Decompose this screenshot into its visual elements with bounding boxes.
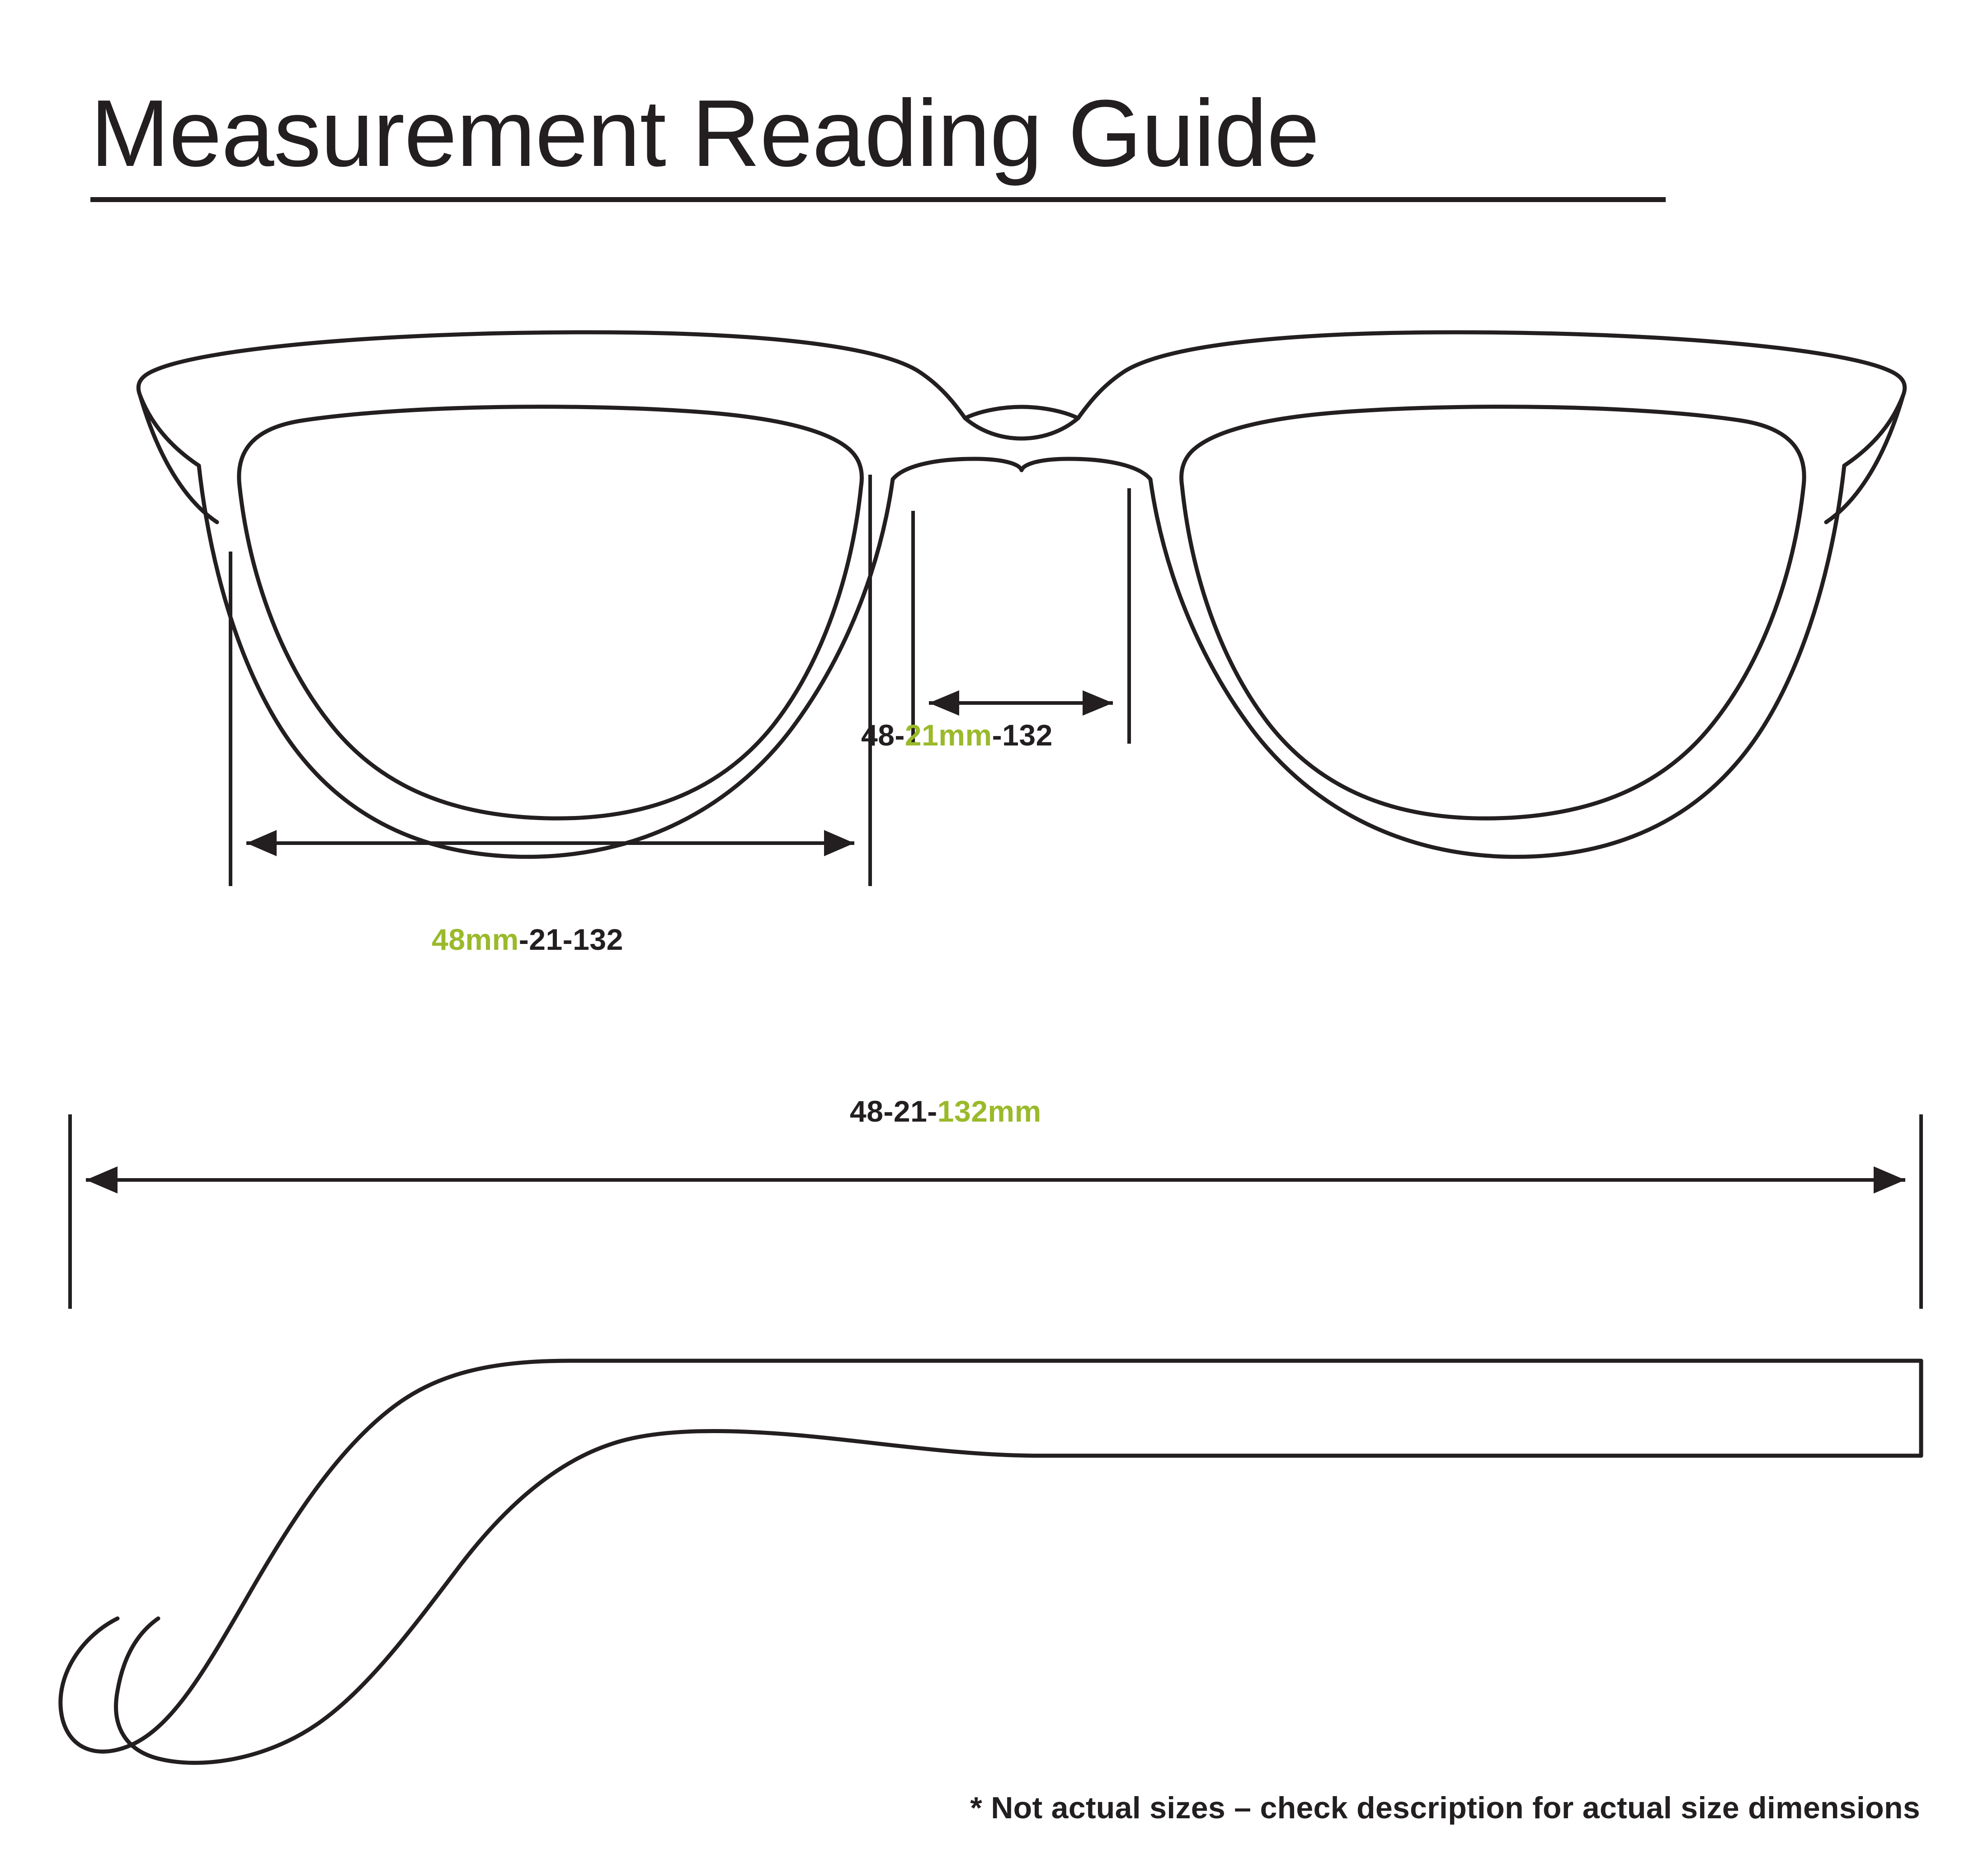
lens-measurement-label [432, 922, 623, 957]
lens-label-suffix: -21-132 [518, 923, 623, 956]
front-view-diagram [68, 316, 1921, 1040]
temple-measurement-label [850, 1094, 1041, 1128]
temple-outer-outline [61, 1361, 1921, 1751]
page-title-block [90, 80, 1672, 202]
temple-length-dimension [70, 1114, 1921, 1309]
lens-arrow-right [824, 830, 854, 856]
bridge-label-highlight: 21mm [904, 718, 992, 752]
bridge-arrow-left [929, 690, 959, 716]
lens-width-dimension [231, 475, 870, 886]
bridge-label-prefix: 48- [861, 718, 905, 752]
bridge-arrow-right [1083, 690, 1113, 716]
title-underline [90, 197, 1666, 202]
lens-label-highlight: 48mm [432, 923, 519, 956]
temple-inner-outline [116, 1431, 1921, 1763]
bridge-label-suffix: -132 [992, 718, 1053, 752]
temple-arrow-right [1874, 1166, 1905, 1193]
lens-arrow-left [246, 830, 277, 856]
temple-arrow-left [86, 1166, 118, 1193]
page-title: Measurement Reading Guide [90, 80, 1319, 186]
temple-label-highlight: 132mm [937, 1094, 1041, 1128]
bridge-outline [965, 418, 1078, 439]
footnote-text: * Not actual sizes – check description for actual size dimensions [970, 1791, 1920, 1825]
side-view-diagram [54, 1099, 1944, 1777]
bridge-measurement-label [861, 718, 1053, 752]
temple-label-prefix: 48-21- [850, 1094, 937, 1128]
